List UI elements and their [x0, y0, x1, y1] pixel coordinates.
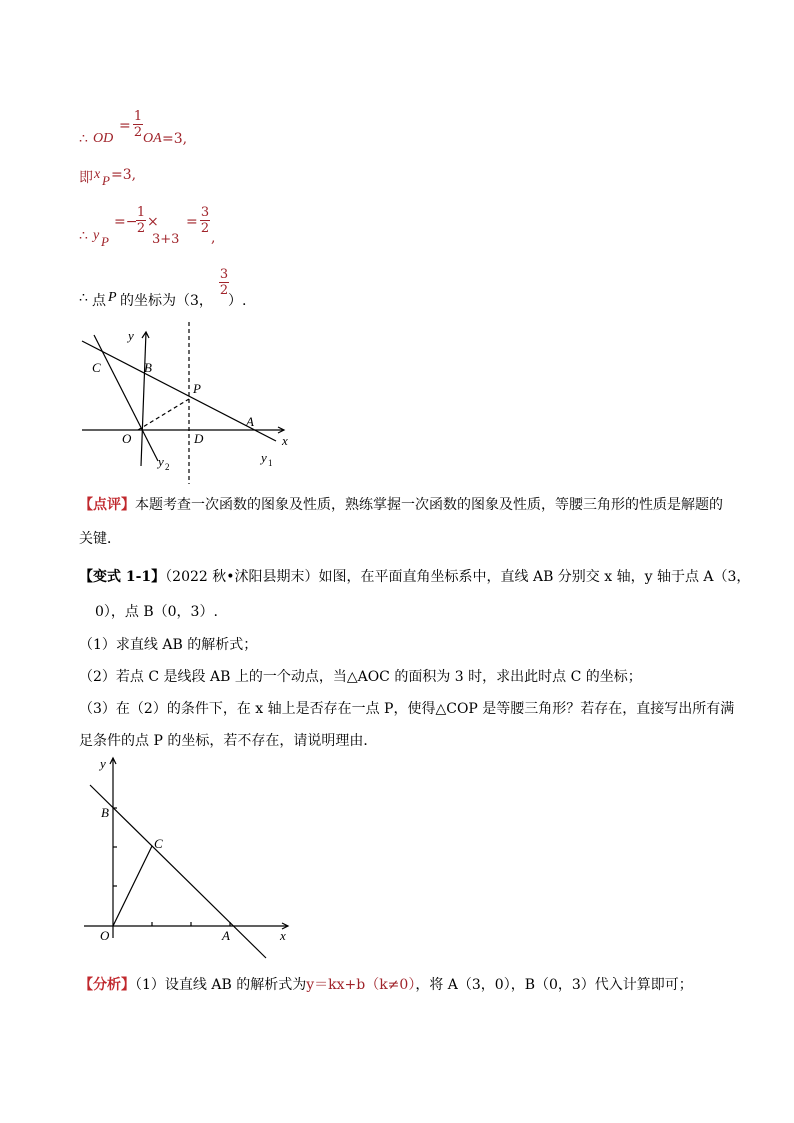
oa-label: OA — [143, 131, 162, 146]
fraction-denominator: 2 — [133, 125, 143, 140]
label-y: y — [100, 756, 106, 771]
fraction-numerator: 3 — [219, 267, 229, 282]
point-p: P — [108, 290, 117, 305]
comment-tag: 【点评】 — [79, 497, 135, 513]
ji-prefix: 即 — [79, 170, 93, 186]
label-b: B — [144, 360, 152, 375]
equals-minus: =− — [114, 214, 138, 230]
dashed-op — [138, 399, 189, 430]
label-x: x — [282, 433, 288, 448]
figure-1 — [76, 318, 296, 488]
fraction-three-halves — [200, 206, 210, 235]
fraction-denominator: 2 — [200, 221, 210, 236]
point-text: 点 — [92, 293, 106, 309]
comment-line-1 — [79, 494, 723, 514]
label-o: O — [100, 928, 110, 943]
comma: , — [211, 230, 216, 246]
variant-intro: （2022 秋•沭阳县期末）如图，在平面直角坐标系中，直线 AB 分别交 x 轴，y 轴于点 A（3， — [165, 569, 751, 585]
coordinate-text: 的坐标为（3， — [120, 293, 213, 309]
label-b: B — [101, 805, 109, 820]
comment-text: 本题考查一次函数的图象及性质，熟练掌握一次函数的图象及性质，等腰三角形的性质是解题的 — [135, 497, 723, 513]
question-2: （2）若点 C 是线段 AB 上的一个动点，当△AOC 的面积为 3 时，求出此时点 C 的坐标； — [79, 669, 642, 685]
label-a: A — [246, 414, 254, 429]
label-y2-sub: 2 — [165, 462, 170, 472]
yp-variable: y — [93, 228, 100, 243]
segment-oc — [113, 846, 152, 926]
od-label: OD — [93, 131, 114, 146]
label-a: A — [222, 928, 230, 943]
y-axis — [141, 332, 146, 466]
figure-2 — [80, 752, 300, 962]
analysis-formula: y＝kx+b（k≠0） — [306, 977, 416, 993]
therefore-symbol: ∴ — [79, 131, 88, 147]
fraction-denominator: 2 — [136, 221, 146, 236]
label-p: P — [193, 381, 201, 396]
equals-sign: = — [186, 214, 198, 230]
variant-line-1 — [79, 566, 750, 586]
label-c: C — [92, 360, 101, 375]
xp-subscript: P — [102, 173, 110, 188]
label-x: x — [280, 928, 286, 943]
fraction-half — [136, 206, 146, 235]
xp-variable: x — [94, 167, 101, 182]
label-y1-sub: 1 — [268, 458, 273, 468]
analysis-tag: 【分析】 — [79, 977, 135, 993]
question-3-line-2: 足条件的点 P 的坐标，若不存在，请说明理由． — [79, 733, 378, 749]
equals-three: =3, — [162, 131, 188, 147]
yp-subscript: P — [101, 234, 109, 249]
variant-line-2: 0），点 B（0，3）. — [95, 604, 218, 620]
label-y2: y — [158, 454, 164, 469]
comment-line-2: 关键． — [79, 531, 121, 547]
question-1: （1）求直线 AB 的解析式； — [79, 637, 258, 653]
variant-tag: 【变式 1-1】 — [79, 569, 166, 585]
therefore-symbol: ∴ — [79, 290, 88, 306]
closing-paren: ）. — [228, 293, 247, 309]
times-sign: × — [147, 214, 159, 230]
analysis-text — [79, 974, 693, 994]
fraction-numerator: 1 — [133, 109, 143, 124]
label-y: y — [128, 328, 134, 343]
under-expression: 3+3 — [152, 232, 180, 247]
therefore-symbol: ∴ — [79, 228, 88, 244]
fraction-half — [133, 110, 143, 139]
label-c: C — [154, 836, 163, 851]
label-y1: y — [261, 450, 267, 465]
question-3-line-1: （3）在（2）的条件下，在 x 轴上是否存在一点 P，使得△COP 是等腰三角形？若存在，直接写出所有满 — [79, 701, 735, 717]
label-d: D — [194, 431, 204, 446]
analysis-part-2: ，将 A（3，0），B（0，3）代入计算即可； — [415, 977, 693, 993]
label-o: O — [122, 431, 132, 446]
fraction-numerator: 1 — [136, 205, 146, 220]
analysis-part-1: （1）设直线 AB 的解析式为 — [135, 977, 307, 993]
fraction-denominator: 2 — [219, 283, 229, 298]
equals-sign: = — [119, 118, 131, 134]
xp-value: =3, — [111, 167, 137, 183]
fraction-numerator: 3 — [200, 205, 210, 220]
line-ab — [90, 785, 266, 958]
